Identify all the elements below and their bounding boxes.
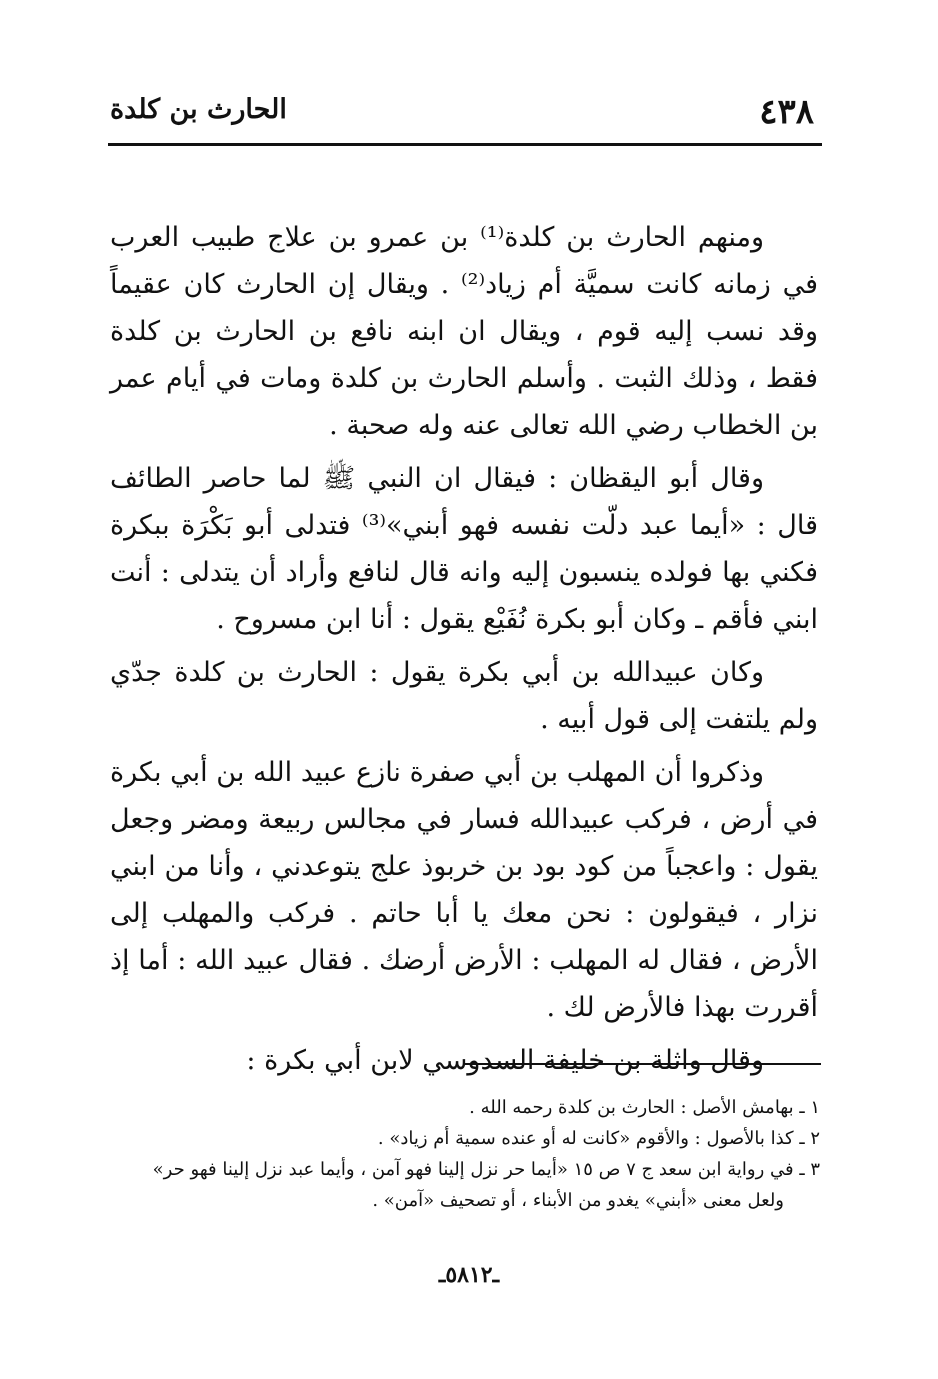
running-title: الحارث بن كلدة <box>110 94 287 125</box>
paragraph: ومنهم الحارث بن كلدة⁽¹⁾ بن عمرو بن علاج طبيب العرب في زمانه كانت سميَّة أم زياد⁽²⁾ . ويقال إن الحارث كان عقيماً وقد نسب إليه قوم ، ويقال ان ابنه نافع بن الحارث بن كلدة فقط ، وذلك الثبت . وأسلم الحارث بن كلدة ومات في أيام عمر بن الخطاب رضي الله تعالى عنه وله صحبة . <box>110 222 818 441</box>
header-divider <box>108 143 822 146</box>
paragraph: وكان عبيدالله بن أبي بكرة يقول : الحارث بن كلدة جدّي ولم يلتفت إلى قول أبيه . <box>110 657 818 735</box>
footnote-divider <box>465 1063 821 1065</box>
footnote-1: ١ ـ بهامش الأصل : الحارث بن كلدة رحمه الله . <box>469 1097 820 1118</box>
footnote-3-continuation: ولعل معنى «أبني» يغدو من الأبناء ، أو تصحيف «آمن» . <box>372 1190 784 1211</box>
main-text <box>110 214 818 1090</box>
page-header <box>108 82 820 142</box>
footer-page-number: ـ٥٨١٢ـ <box>438 1262 500 1288</box>
footnotes <box>112 1092 820 1216</box>
page-number: ٤٣٨ <box>759 92 814 132</box>
paragraph: وقال واثلة بن خليفة السدوسي لابن أبي بكرة : <box>246 1045 764 1076</box>
paragraph: وقال أبو اليقظان : فيقال ان النبي ﷺ لما حاصر الطائف قال : «أيما عبد دلّت نفسه فهو أبني»⁽³⁾ فتدلى أبو بَكْرَة ببكرة فكني بها فولده ينسبون إليه وانه قال لنافع وأراد أن يتدلى : أنت ابني فأقم ـ وكان أبو بكرة نُفَيْع يقول : أنا ابن مسروح . <box>110 463 819 635</box>
footnote-2: ٢ ـ كذا بالأصول : والأقوم «كانت له أو عنده سمية أم زياد» . <box>377 1128 820 1149</box>
paragraph: وذكروا أن المهلب بن أبي صفرة نازع عبيد الله بن أبي بكرة في أرض ، فركب عبيدالله فسار في مجالس ربيعة ومضر وجعل يقول : واعجباً من كود بود بن خربوذ علج يتوعدني ، وأنا من ابني نزار ، فيقولون : نحن معك يا أبا حاتم . فركب والمهلب إلى الأرض ، فقال له المهلب : الأرض أرضك . فقال عبيد الله : أما إذ أقررت بهذا فالأرض لك . <box>110 757 818 1023</box>
footnote-3: ٣ ـ في رواية ابن سعد ج ٧ ص ١٥ «أيما حر نزل إلينا فهو آمن ، وأيما عبد نزل إلينا فهو حر» <box>152 1159 820 1180</box>
